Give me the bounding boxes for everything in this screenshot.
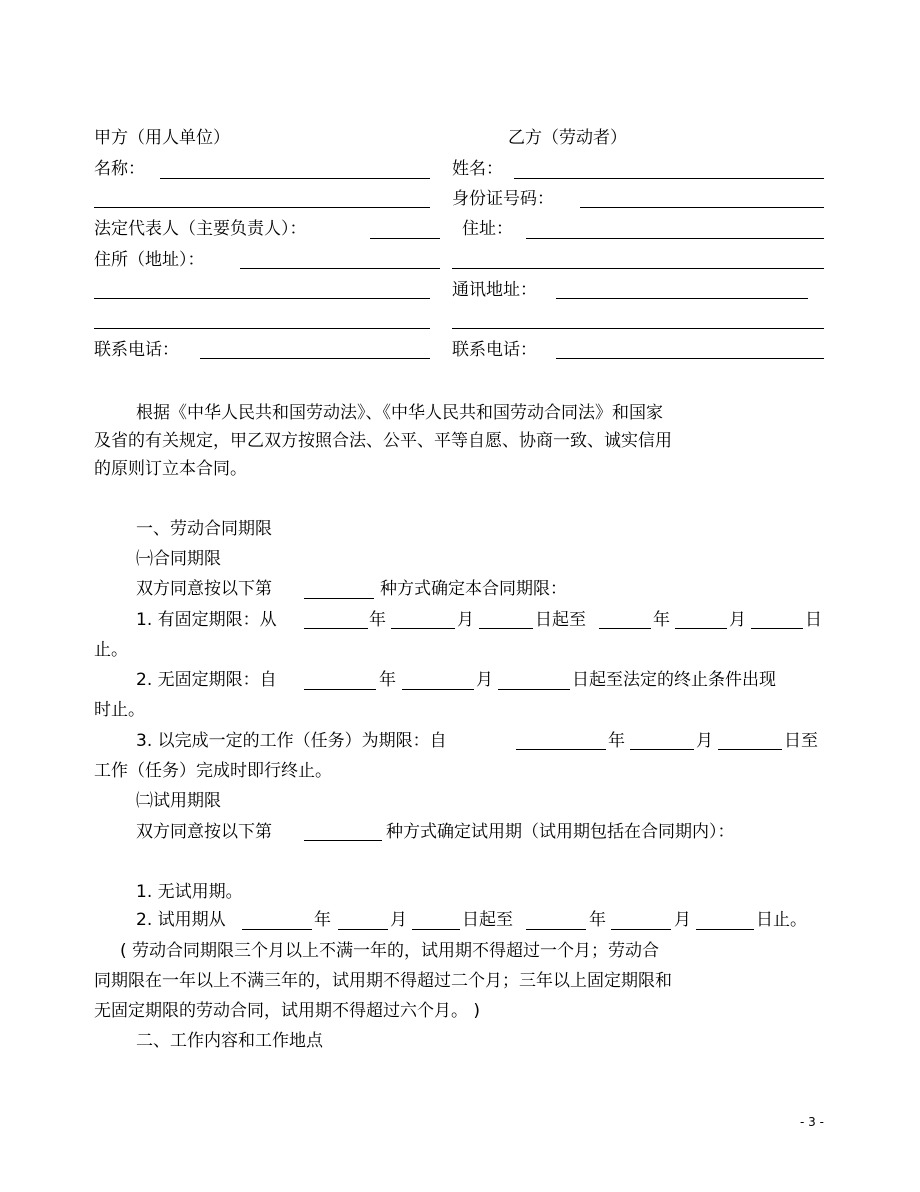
term-option-1-text: 1. 有固定期限：从 bbox=[136, 610, 277, 630]
party-a-phone-field[interactable] bbox=[200, 358, 430, 359]
party-b-phone-label: 联系电话： bbox=[452, 340, 537, 360]
intro-line-1: 根据《中华人民共和国劳动法》、《中华人民共和国劳动合同法》和国家 bbox=[136, 403, 663, 423]
month-label: 月 bbox=[696, 731, 713, 751]
party-a-name-field[interactable] bbox=[160, 178, 430, 179]
party-b-address-field-2[interactable] bbox=[452, 268, 824, 269]
probation-to-day-field[interactable] bbox=[696, 929, 754, 930]
term-agree-text-b: 种方式确定本合同期限： bbox=[380, 579, 567, 599]
party-a-phone-label: 联系电话： bbox=[94, 340, 179, 360]
month-label: 月 bbox=[390, 910, 407, 930]
month-label: 月 bbox=[476, 670, 493, 690]
term-option-3-continuation: 工作（任务）完成时即行终止。 bbox=[94, 761, 332, 781]
year-label: 年 bbox=[314, 910, 331, 930]
probation-note-line-1: ( 劳动合同期限三个月以上不满一年的，试用期不得超过一个月；劳动合 bbox=[120, 941, 660, 961]
term-option-2-continuation: 时止。 bbox=[94, 700, 145, 720]
term-option-3-text: 3. 以完成一定的工作（任务）为期限：自 bbox=[136, 731, 447, 751]
party-b-address-field[interactable] bbox=[526, 238, 824, 239]
party-b-mail-label: 通讯地址： bbox=[452, 280, 537, 300]
intro-line-2: 及省的有关规定，甲乙双方按照合法、公平、平等自愿、协商一致、诚实信用 bbox=[94, 431, 672, 451]
probation-agree-text-b: 种方式确定试用期（试用期包括在合同期内）： bbox=[386, 822, 735, 842]
term-opt1-to-year-field[interactable] bbox=[599, 628, 651, 629]
party-b-phone-field[interactable] bbox=[556, 358, 824, 359]
term-option-2-text: 2. 无固定期限：自 bbox=[136, 670, 277, 690]
party-a-legal-rep-label: 法定代表人（主要负责人）： bbox=[94, 219, 307, 239]
term-method-field[interactable] bbox=[304, 598, 374, 599]
probation-to-year-field[interactable] bbox=[526, 929, 586, 930]
party-a-address-field[interactable] bbox=[240, 268, 440, 269]
probation-from-day-field[interactable] bbox=[412, 929, 460, 930]
from-day-to-label: 日起至 bbox=[535, 610, 586, 630]
party-b-heading: 乙方（劳动者） bbox=[508, 128, 627, 148]
party-b-mail-field-2[interactable] bbox=[452, 328, 824, 329]
party-b-address-label: 住址： bbox=[462, 219, 513, 239]
party-a-address-field-3[interactable] bbox=[94, 328, 430, 329]
term-option-3-tail: 日至 bbox=[784, 731, 818, 751]
section-1-title: 一、劳动合同期限 bbox=[136, 519, 272, 539]
page-number: - 3 - bbox=[800, 1115, 824, 1129]
party-b-id-label: 身份证号码： bbox=[452, 189, 554, 209]
probation-note-line-2: 同期限在一年以上不满三年的，试用期不得超过二个月；三年以上固定期限和 bbox=[94, 971, 672, 991]
probation-from-month-field[interactable] bbox=[338, 929, 388, 930]
year-label: 年 bbox=[608, 731, 625, 751]
party-a-address-label: 住所（地址）： bbox=[94, 250, 205, 270]
contract-term-title: ㈠合同期限 bbox=[136, 549, 221, 569]
party-a-heading: 甲方（用人单位） bbox=[94, 128, 230, 148]
term-opt1-from-year-field[interactable] bbox=[304, 628, 368, 629]
term-opt1-to-month-field[interactable] bbox=[675, 628, 727, 629]
probation-method-field[interactable] bbox=[304, 840, 382, 841]
party-a-legal-rep-field[interactable] bbox=[370, 238, 440, 239]
intro-line-3: 的原则订立本合同。 bbox=[94, 459, 247, 479]
term-opt1-from-month-field[interactable] bbox=[391, 628, 455, 629]
term-option-1-continuation: 止。 bbox=[94, 640, 128, 660]
party-b-id-field[interactable] bbox=[580, 207, 824, 208]
year-label: 年 bbox=[589, 910, 606, 930]
party-a-name-label: 名称： bbox=[94, 159, 145, 179]
term-opt1-to-day-field[interactable] bbox=[751, 628, 803, 629]
term-opt2-year-field[interactable] bbox=[304, 689, 376, 690]
term-opt3-year-field[interactable] bbox=[516, 749, 606, 750]
party-b-mail-field[interactable] bbox=[556, 298, 808, 299]
month-label: 月 bbox=[729, 610, 746, 630]
probation-agree-text-a: 双方同意按以下第 bbox=[136, 822, 272, 842]
probation-option-2-text: 2. 试用期从 bbox=[136, 910, 226, 930]
month-label: 月 bbox=[457, 610, 474, 630]
month-label: 月 bbox=[674, 910, 691, 930]
section-2-title: 二、工作内容和工作地点 bbox=[136, 1031, 323, 1051]
party-b-name-field[interactable] bbox=[514, 178, 824, 179]
term-opt2-month-field[interactable] bbox=[402, 689, 474, 690]
party-a-name-field-2[interactable] bbox=[94, 207, 430, 208]
day-label: 日 bbox=[805, 610, 822, 630]
probation-title: ㈡试用期限 bbox=[136, 791, 221, 811]
term-opt3-month-field[interactable] bbox=[630, 749, 694, 750]
term-opt2-day-field[interactable] bbox=[498, 689, 570, 690]
probation-to-month-field[interactable] bbox=[611, 929, 671, 930]
year-label: 年 bbox=[653, 610, 670, 630]
probation-from-year-field[interactable] bbox=[242, 929, 312, 930]
term-opt3-day-field[interactable] bbox=[718, 749, 782, 750]
probation-option-2-tail: 日止。 bbox=[756, 910, 807, 930]
probation-note-line-3: 无固定期限的劳动合同，试用期不得超过六个月。 ) bbox=[94, 1001, 481, 1021]
from-day-to-label: 日起至 bbox=[462, 910, 513, 930]
year-label: 年 bbox=[369, 610, 386, 630]
term-agree-text-a: 双方同意按以下第 bbox=[136, 579, 272, 599]
year-label: 年 bbox=[379, 670, 396, 690]
term-opt1-from-day-field[interactable] bbox=[479, 628, 533, 629]
party-b-name-label: 姓名： bbox=[452, 159, 503, 179]
probation-option-1: 1. 无试用期。 bbox=[136, 882, 243, 902]
party-a-address-field-2[interactable] bbox=[94, 298, 430, 299]
term-option-2-tail: 日起至法定的终止条件出现 bbox=[572, 670, 776, 690]
